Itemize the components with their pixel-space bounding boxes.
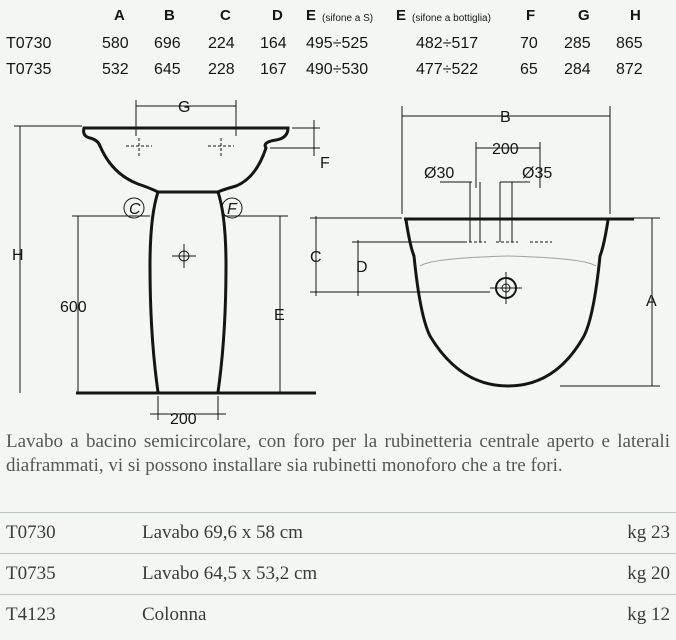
dimensions-row-t0735: [6, 60, 670, 86]
top-view: [310, 106, 660, 386]
label-e: E: [274, 307, 285, 324]
product-weight: kg 23: [627, 522, 670, 543]
col-header-c: C: [220, 7, 231, 24]
cell-d: 164: [260, 35, 287, 52]
cell-g: 284: [564, 61, 591, 78]
product-row: [0, 553, 676, 594]
label-200-right: 200: [492, 141, 519, 158]
dimensions-header-row: [6, 6, 670, 34]
cell-f: 65: [520, 61, 538, 78]
product-row: [0, 594, 676, 635]
basin-inner: [420, 256, 596, 266]
label-d: D: [356, 259, 368, 276]
label-b: B: [500, 109, 511, 126]
basin-rim: [84, 128, 288, 192]
label-c-circle: C: [129, 201, 141, 218]
col-header-e-s: E: [306, 7, 317, 24]
label-d30: Ø30: [424, 165, 455, 182]
dimensions-table: [6, 6, 670, 86]
col-header-e-s-note: (sifone a S): [322, 13, 374, 24]
col-header-h: H: [630, 7, 641, 24]
col-header-d: D: [272, 7, 283, 24]
label-f: F: [320, 155, 330, 172]
cell-a: 580: [102, 35, 129, 52]
product-name: Lavabo 64,5 x 53,2 cm: [142, 563, 318, 584]
cell-c: 224: [208, 35, 235, 52]
col-header-a: A: [114, 7, 125, 24]
cell-d: 167: [260, 61, 287, 78]
cell-h: 872: [616, 61, 643, 78]
label-h: H: [12, 247, 24, 264]
product-name: Colonna: [142, 604, 207, 625]
col-header-g: G: [578, 7, 590, 24]
cell-e-bottiglia: 482÷517: [416, 35, 479, 52]
col-header-e-bottiglia-note: (sifone a bottiglia): [412, 13, 491, 24]
cell-g: 285: [564, 35, 591, 52]
basin-outline: [406, 220, 608, 386]
col-header-f: F: [526, 7, 536, 24]
row-code: T0735: [6, 61, 52, 78]
pedestal: [150, 192, 158, 392]
label-f-circle: F: [227, 201, 237, 218]
label-600: 600: [60, 299, 87, 316]
product-weight: kg 12: [627, 604, 670, 625]
cell-f: 70: [520, 35, 538, 52]
product-weight: kg 20: [627, 563, 670, 584]
cell-h: 865: [616, 35, 643, 52]
product-code: T0730: [6, 522, 56, 543]
label-d35: Ø35: [522, 165, 553, 182]
cell-e-bottiglia: 477÷522: [416, 61, 479, 78]
label-200-left: 200: [170, 411, 197, 428]
label-c: C: [310, 249, 322, 266]
col-header-b: B: [164, 7, 175, 24]
cell-e-s: 495÷525: [306, 35, 369, 52]
product-code: T4123: [6, 604, 56, 625]
cell-c: 228: [208, 61, 235, 78]
cell-a: 532: [102, 61, 129, 78]
label-g: G: [178, 99, 191, 116]
label-a: A: [646, 293, 657, 310]
dimensions-row-t0730: [6, 34, 670, 60]
product-row: [0, 512, 676, 553]
product-description: Lavabo a bacino semicircolare, con foro per la rubinetteria centrale aperto e laterali diaframmati, vi si possono installare sia rubinetti monoforo che a tre fori.: [6, 431, 670, 476]
col-header-e-bottiglia: E: [396, 7, 407, 24]
front-view: [14, 100, 320, 420]
product-code: T0735: [6, 563, 56, 584]
product-list: [0, 512, 676, 635]
cell-e-s: 490÷530: [306, 61, 369, 78]
product-name: Lavabo 69,6 x 58 cm: [142, 522, 303, 543]
cell-b: 645: [154, 61, 181, 78]
pedestal-right: [218, 192, 226, 392]
technical-drawing: [0, 96, 676, 430]
cell-b: 696: [154, 35, 181, 52]
row-code: T0730: [6, 35, 52, 52]
